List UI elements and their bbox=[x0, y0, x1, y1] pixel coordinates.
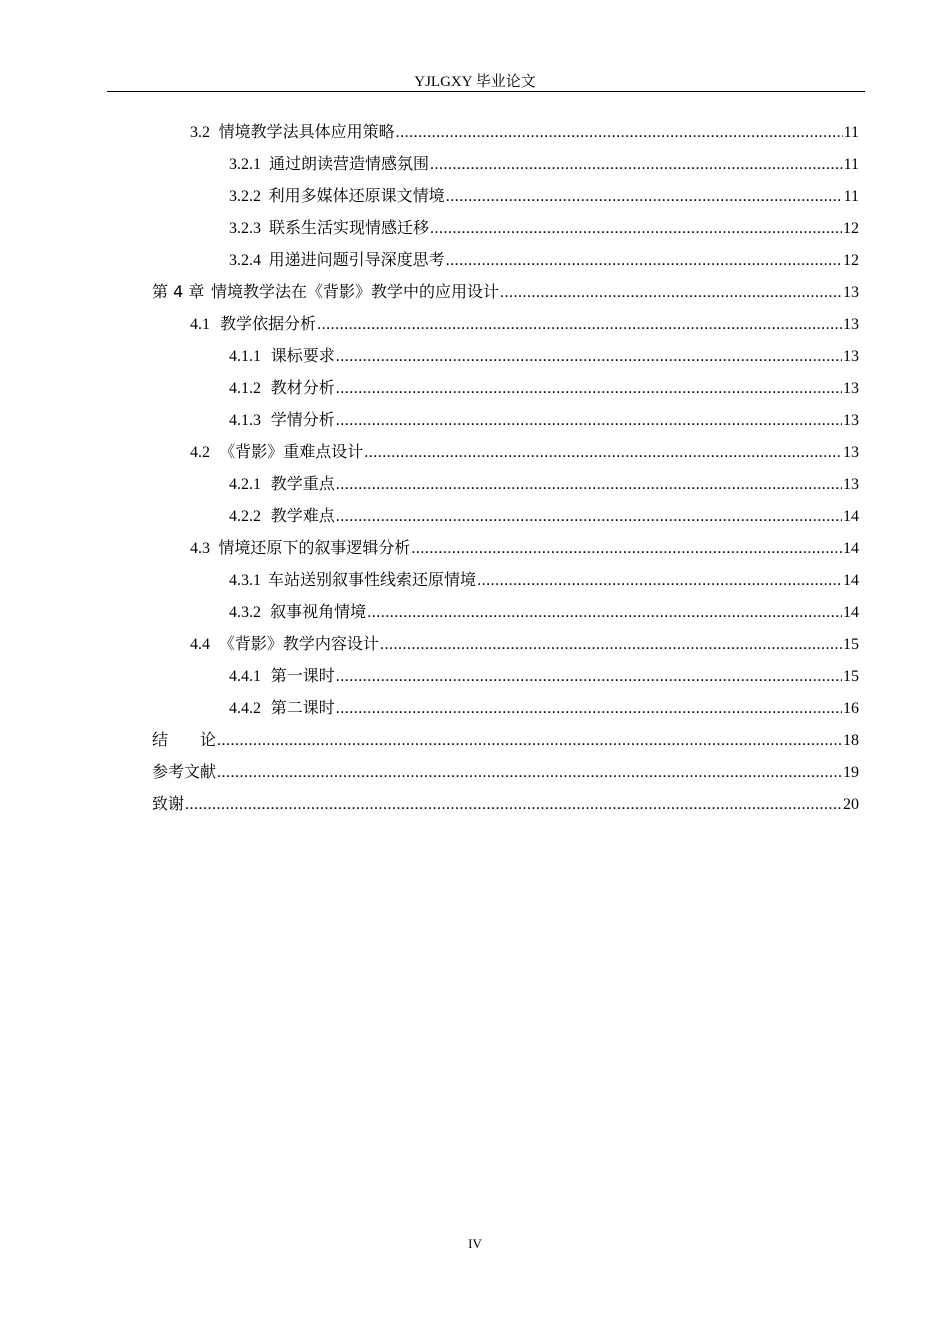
toc-entry-number: 4.1.1 bbox=[229, 348, 261, 365]
toc-entry-page: 11 bbox=[843, 188, 859, 205]
toc-dot-leader bbox=[367, 597, 842, 629]
toc-entry[interactable] bbox=[229, 660, 859, 692]
toc-entry-title: 利用多媒体还原课文情境 bbox=[268, 186, 445, 205]
toc-entry-title: 学情分析 bbox=[270, 410, 335, 429]
toc-entry-title: 联系生活实现情感迁移 bbox=[268, 218, 429, 237]
toc-dot-leader bbox=[336, 405, 842, 437]
toc-entry-title: 叙事视角情境 bbox=[270, 602, 367, 621]
toc-entry[interactable] bbox=[229, 500, 859, 532]
toc-entry-page: 16 bbox=[843, 700, 859, 717]
toc-entry[interactable] bbox=[152, 276, 859, 308]
toc-dot-leader bbox=[396, 117, 843, 149]
toc-entry[interactable] bbox=[229, 244, 859, 276]
toc-dot-leader bbox=[500, 277, 842, 309]
toc-dot-leader bbox=[336, 373, 842, 405]
toc-entry-title: 情境教学法在《背影》教学中的应用设计 bbox=[210, 282, 499, 301]
toc-entry[interactable] bbox=[229, 468, 859, 500]
toc-entry[interactable] bbox=[190, 436, 859, 468]
toc-dot-leader bbox=[430, 149, 843, 181]
toc-entry-number: 4.2.2 bbox=[229, 508, 261, 525]
toc-dot-leader bbox=[336, 501, 842, 533]
toc-entry-title: 通过朗读营造情感氛围 bbox=[268, 154, 429, 173]
toc-entry[interactable] bbox=[229, 692, 859, 724]
toc-entry-number: 4.3.1 bbox=[229, 572, 261, 589]
toc-entry-number: 4.3 bbox=[190, 540, 210, 557]
toc-entry[interactable] bbox=[152, 756, 859, 788]
footer-page-number: IV bbox=[468, 1236, 482, 1251]
toc-entry-page: 13 bbox=[843, 476, 859, 493]
toc-entry-page: 13 bbox=[843, 284, 859, 301]
toc-entry-number: 第 4 章 bbox=[152, 282, 205, 301]
toc-entry-number: 3.2.4 bbox=[229, 252, 261, 269]
header-title: YJLGXY 毕业论文 bbox=[414, 74, 536, 90]
toc-entry-title: 第二课时 bbox=[270, 698, 335, 717]
header-rule bbox=[107, 91, 865, 92]
toc-entry[interactable] bbox=[229, 564, 859, 596]
toc-entry[interactable] bbox=[152, 788, 859, 820]
toc-entry-page: 14 bbox=[843, 508, 859, 525]
toc-dot-leader bbox=[185, 789, 842, 821]
toc-entry-number: 4.1 bbox=[190, 316, 210, 333]
toc-entry-title: 教学重点 bbox=[270, 474, 335, 493]
toc-entry-number: 3.2.1 bbox=[229, 156, 261, 173]
toc-entry-title: 教学难点 bbox=[270, 506, 335, 525]
toc-entry-number: 4.4 bbox=[190, 636, 210, 653]
toc-entry-number: 4.2 bbox=[190, 444, 210, 461]
toc-entry-title: 第一课时 bbox=[270, 666, 335, 685]
toc-dot-leader bbox=[477, 565, 842, 597]
toc-entry[interactable] bbox=[229, 372, 859, 404]
toc-entry-page: 15 bbox=[843, 668, 859, 685]
toc-entry[interactable] bbox=[190, 628, 859, 660]
toc-entry-number: 4.3.2 bbox=[229, 604, 261, 621]
toc-entry-number: 3.2.3 bbox=[229, 220, 261, 237]
toc-dot-leader bbox=[317, 309, 842, 341]
toc-entry-page: 11 bbox=[843, 156, 859, 173]
toc-entry-page: 11 bbox=[843, 124, 859, 141]
toc-entry-number: 4.4.1 bbox=[229, 668, 261, 685]
toc-entry-title: 情境教学法具体应用策略 bbox=[218, 122, 395, 141]
toc-entry[interactable] bbox=[229, 212, 859, 244]
toc-dot-leader bbox=[380, 629, 842, 661]
toc-entry-title: 情境还原下的叙事逻辑分析 bbox=[218, 538, 411, 557]
toc-dot-leader bbox=[336, 469, 842, 501]
toc-entry-title: 《背影》教学内容设计 bbox=[218, 634, 379, 653]
toc-entry-page: 12 bbox=[843, 220, 859, 237]
toc-entry-page: 12 bbox=[843, 252, 859, 269]
toc-entry-title: 结 论 bbox=[152, 730, 217, 749]
toc-entry-page: 13 bbox=[843, 348, 859, 365]
toc-entry-page: 15 bbox=[843, 636, 859, 653]
toc-dot-leader bbox=[364, 437, 842, 469]
toc-entry-number: 4.2.1 bbox=[229, 476, 261, 493]
toc-entry-title: 致谢 bbox=[152, 794, 185, 813]
toc-entry-title: 《背影》重难点设计 bbox=[219, 442, 364, 461]
toc-entry-page: 13 bbox=[843, 412, 859, 429]
toc-dot-leader bbox=[217, 725, 842, 757]
toc-entry[interactable] bbox=[190, 116, 859, 148]
toc-entry-page: 13 bbox=[843, 444, 859, 461]
toc-entry[interactable] bbox=[190, 308, 859, 340]
toc-entry[interactable] bbox=[229, 340, 859, 372]
toc-entry-number: 3.2.2 bbox=[229, 188, 261, 205]
toc-entry-title: 教学依据分析 bbox=[220, 314, 317, 333]
toc-entry[interactable] bbox=[229, 148, 859, 180]
toc-entry-title: 课标要求 bbox=[270, 346, 335, 365]
toc-entry-title: 车站送别叙事性线索还原情境 bbox=[268, 570, 477, 589]
toc-dot-leader bbox=[446, 245, 842, 277]
toc-entry[interactable] bbox=[229, 404, 859, 436]
toc-dot-leader bbox=[430, 213, 842, 245]
toc-entry-title: 教材分析 bbox=[270, 378, 335, 397]
toc-entry-page: 13 bbox=[843, 316, 859, 333]
toc-entry-number: 4.1.2 bbox=[229, 380, 261, 397]
toc-dot-leader bbox=[336, 341, 842, 373]
toc-dot-leader bbox=[336, 661, 842, 693]
toc-entry-page: 19 bbox=[843, 764, 859, 781]
toc-entry-page: 14 bbox=[843, 604, 859, 621]
toc-entry-page: 20 bbox=[843, 796, 859, 813]
toc-entry[interactable] bbox=[190, 532, 859, 564]
toc-entry[interactable] bbox=[229, 596, 859, 628]
toc-entry[interactable] bbox=[152, 724, 859, 756]
toc-entry[interactable] bbox=[229, 180, 859, 212]
toc-entry-page: 14 bbox=[843, 572, 859, 589]
toc-entry-number: 4.4.2 bbox=[229, 700, 261, 717]
toc-entry-number: 3.2 bbox=[190, 124, 210, 141]
toc-entry-number: 4.1.3 bbox=[229, 412, 261, 429]
toc-entry-page: 18 bbox=[843, 732, 859, 749]
toc-dot-leader bbox=[446, 181, 843, 213]
toc-dot-leader bbox=[336, 693, 842, 725]
toc-entry-page: 14 bbox=[843, 540, 859, 557]
toc-entry-page: 13 bbox=[843, 380, 859, 397]
toc-entry-title: 用递进问题引导深度思考 bbox=[268, 250, 445, 269]
toc-entry-title: 参考文献 bbox=[152, 762, 217, 781]
toc-dot-leader bbox=[217, 757, 842, 789]
toc-dot-leader bbox=[411, 533, 842, 565]
